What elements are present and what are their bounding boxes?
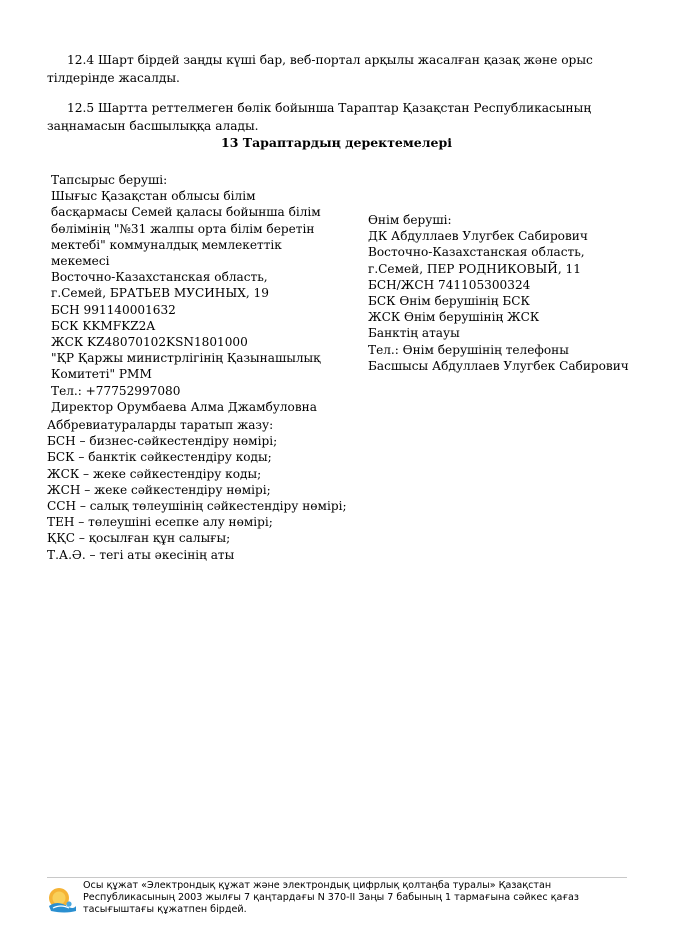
- supplier-line: БСК Өнім берушінің БСК: [368, 294, 530, 309]
- supplier-line: БСН/ЖСН 741105300324: [368, 277, 531, 292]
- customer-line: ЖСК KZ48070102KSN1801000: [51, 335, 248, 350]
- customer-details: [51, 172, 321, 415]
- supplier-line: Басшысы Абдуллаев Улугбек Сабирович: [368, 358, 629, 373]
- abbreviation-item: ЖСК – жеке сәйкестендіру коды;: [47, 466, 262, 481]
- footer-divider: [47, 877, 627, 878]
- customer-line: БСН 991140001632: [51, 302, 176, 317]
- customer-line: БСК KKMFKZ2A: [51, 318, 156, 333]
- customer-line: "ҚР Қаржы министрлігінің Қазынашылық: [51, 351, 321, 366]
- supplier-line: Восточно-Казахстанская область,: [368, 245, 585, 260]
- abbreviation-item: ТЕН – төлеушіні есепке алу нөмірі;: [47, 515, 273, 530]
- abbreviation-item: БСК – банктік сәйкестендіру коды;: [47, 450, 272, 465]
- supplier-line: ДК Абдуллаев Улугбек Сабирович: [368, 229, 588, 244]
- customer-line: Комитеті" РММ: [51, 367, 152, 382]
- supplier-details: [368, 212, 629, 374]
- egov-sun-logo-icon: [47, 884, 77, 914]
- customer-line: Шығыс Қазақстан облысы білім: [51, 189, 256, 204]
- clause-12-5: 12.5 Шартта реттелмеген бөлік бойынша Тараптар Қазақстан Республикасының заңнамасын басшылыққа алады.: [47, 101, 592, 133]
- customer-line: бөлімінің "№31 жалпы орта білім беретін: [51, 221, 315, 236]
- supplier-line: ЖСК Өнім берушінің ЖСК: [368, 310, 540, 325]
- supplier-line: Тел.: Өнім берушінің телефоны: [368, 342, 569, 357]
- abbreviations-list: [47, 417, 347, 563]
- customer-line: Восточно-Казахстанская область,: [51, 270, 268, 285]
- clause-12-4: 12.4 Шарт бірдей заңды күші бар, веб-портал арқылы жасалған қазақ және орыс тілдерінде жасалды.: [47, 53, 593, 85]
- abbreviations-title: Аббревиатураларды таратып жазу:: [47, 418, 274, 432]
- footer-line: Республикасының 2003 жылғы 7 қаңтардағы N 370-II Заңы 7 бабының 1 тармағына сәйкес қағаз: [83, 892, 579, 903]
- customer-line: Тапсырыс беруші:: [51, 173, 168, 187]
- customer-line: Директор Орумбаева Алма Джамбуловна: [51, 399, 317, 414]
- abbreviation-item: ҚҚС – қосылған құн салығы;: [47, 531, 231, 546]
- supplier-line: Банктің атауы: [368, 326, 460, 341]
- supplier-line: Өнім беруші:: [368, 213, 452, 227]
- footer-line: Осы құжат «Электрондық құжат және электрондық цифрлық қолтаңба туралы» Қазақстан: [83, 880, 552, 891]
- customer-line: мектебі" коммуналдық мемлекеттік: [51, 237, 282, 252]
- footer-legal-text: [83, 880, 623, 916]
- customer-line: г.Семей, БРАТЬЕВ МУСИНЫХ, 19: [51, 286, 269, 301]
- customer-line: Тел.: +77752997080: [51, 383, 181, 398]
- supplier-line: г.Семей, ПЕР РОДНИКОВЫЙ, 11: [368, 261, 581, 276]
- abbreviation-item: ЖСН – жеке сәйкестендіру нөмірі;: [47, 482, 271, 497]
- customer-line: мекемесі: [51, 254, 110, 269]
- customer-line: басқармасы Семей қаласы бойынша білім: [51, 205, 321, 220]
- abbreviation-item: Т.А.Ә. – тегі аты әкесінің аты: [47, 547, 235, 562]
- abbreviation-item: ССН – салық төлеушінің сәйкестендіру нөмірі;: [47, 499, 347, 514]
- section-title: 13 Тараптардың деректемелері: [221, 135, 452, 150]
- abbreviation-item: БСН – бизнес-сәйкестендіру нөмірі;: [47, 434, 278, 449]
- footer-line: тасығыштағы құжатпен бірдей.: [83, 904, 247, 915]
